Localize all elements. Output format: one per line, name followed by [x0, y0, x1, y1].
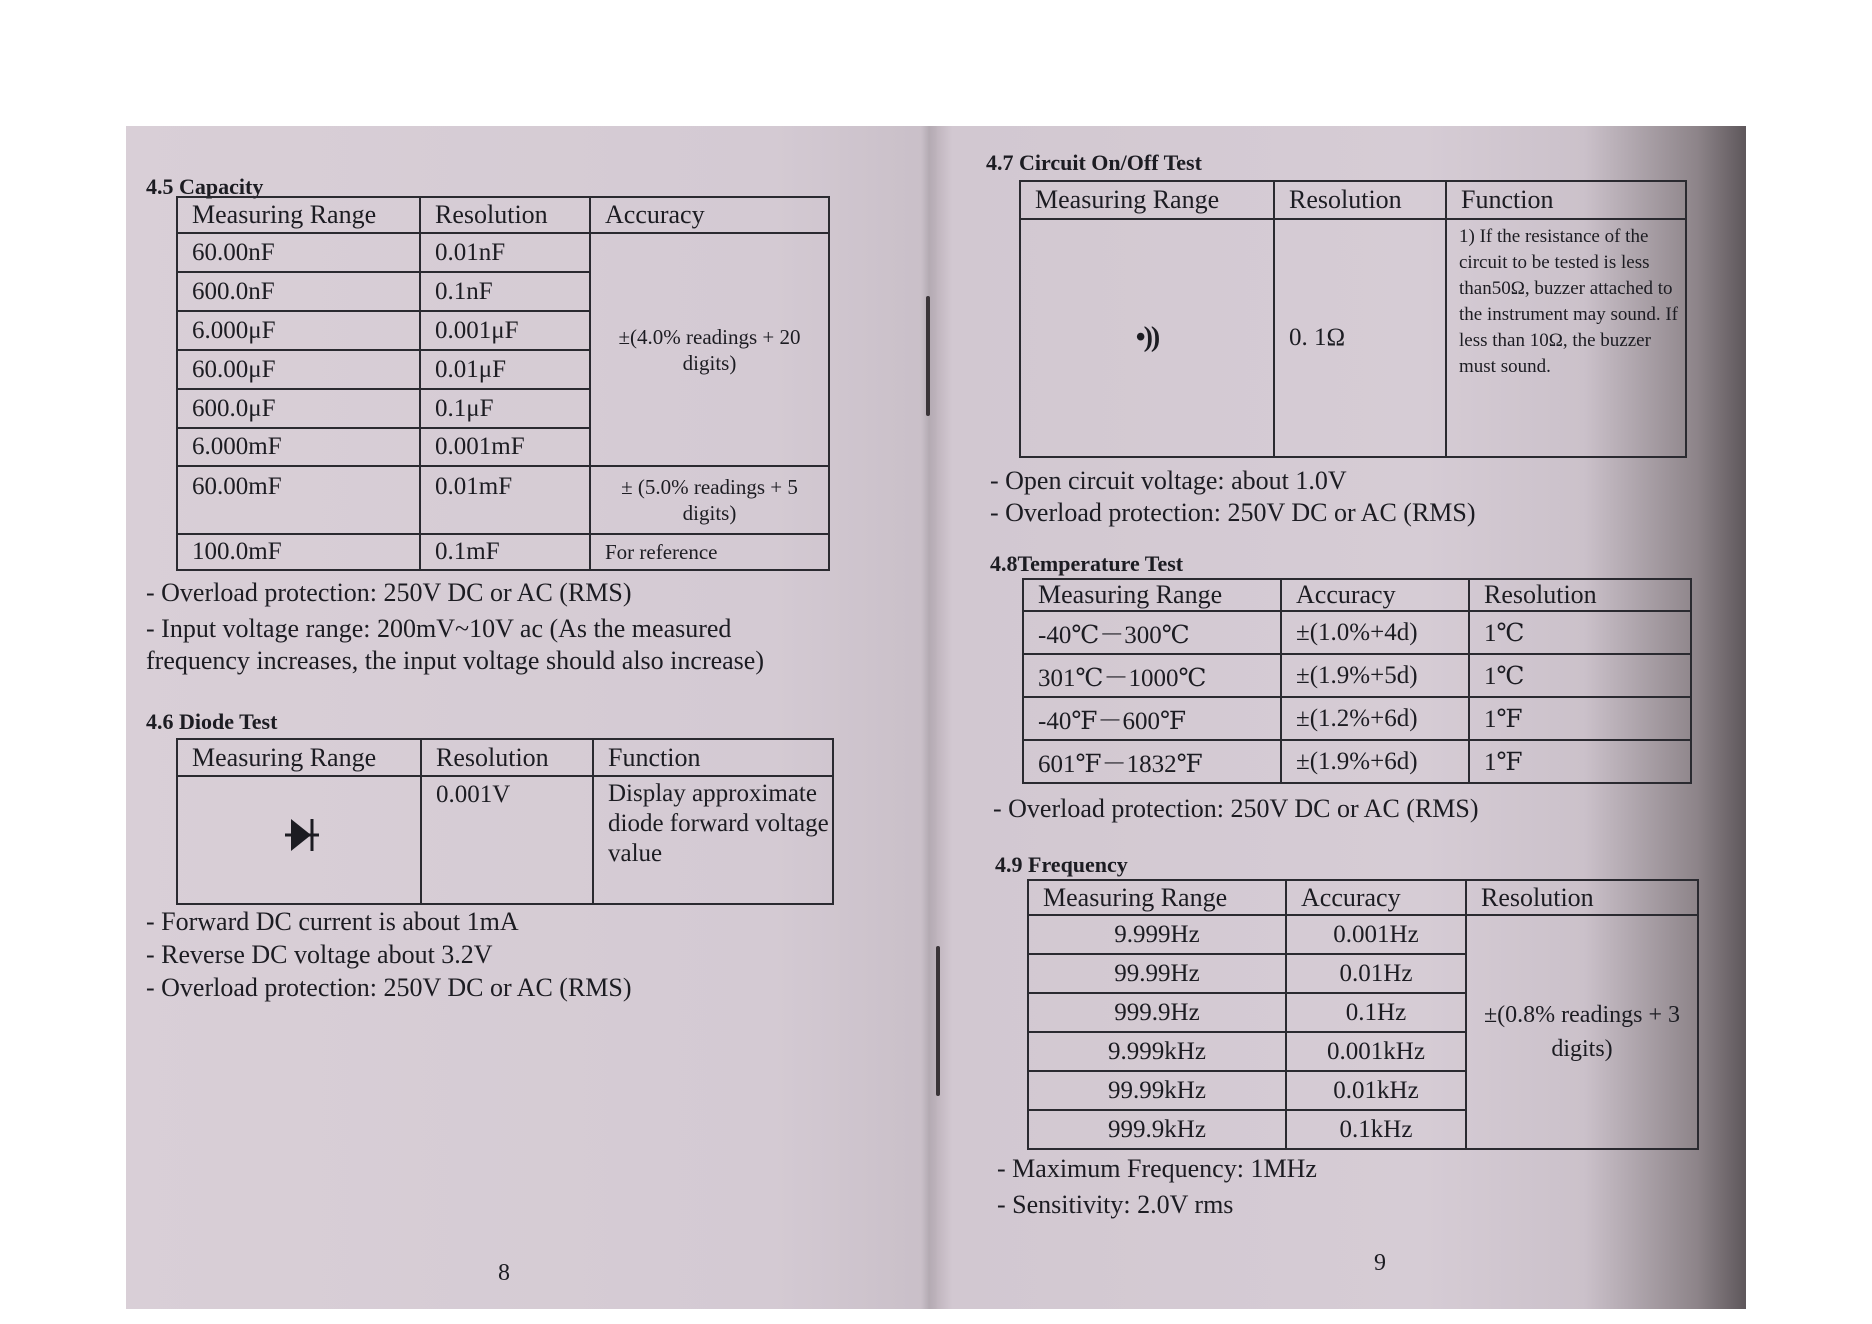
column-header: Resolution: [420, 197, 590, 233]
temperature-table: [1022, 578, 1692, 784]
column-header: Accuracy: [1286, 880, 1466, 915]
table-header-row: [1020, 181, 1686, 219]
page-number: 8: [498, 1260, 510, 1286]
resolution-cell: 1℉: [1469, 697, 1691, 740]
column-header: Function: [593, 739, 833, 776]
range-cell: 9.999kHz: [1028, 1032, 1286, 1071]
diode-note: - Reverse DC voltage about 3.2V: [146, 940, 493, 969]
resolution-cell: 1℃: [1469, 654, 1691, 697]
range-cell: 601℉－1832℉: [1023, 740, 1281, 783]
accuracy-cell: 0.1kHz: [1286, 1110, 1466, 1149]
table-header-row: [177, 197, 829, 233]
circuit-table: [1019, 180, 1687, 458]
staple-top: [926, 296, 930, 416]
range-cell: 99.99kHz: [1028, 1071, 1286, 1110]
buzzer-icon: •)): [1135, 322, 1159, 353]
range-cell: 99.99Hz: [1028, 954, 1286, 993]
temperature-title: 4.8Temperature Test: [990, 551, 1184, 576]
range-cell: 6.000mF: [177, 428, 420, 466]
table-row: [1028, 915, 1698, 954]
diode-note: - Forward DC current is about 1mA: [146, 907, 519, 936]
range-cell: 301℃－1000℃: [1023, 654, 1281, 697]
column-header: Resolution: [421, 739, 593, 776]
table-row: [177, 776, 833, 904]
diode-table: [176, 738, 834, 905]
accuracy-cell: ±(1.9%+6d): [1281, 740, 1469, 783]
range-cell: 6.000μF: [177, 311, 420, 350]
accuracy-cell: 0.001Hz: [1286, 915, 1466, 954]
resolution-cell: ±(0.8% readings + 3 digits): [1466, 915, 1698, 1149]
circuit-title-text: 4.7 Circuit On/Off Test: [986, 150, 1202, 175]
table-row: [177, 466, 829, 534]
table-row: [1023, 654, 1691, 697]
column-header: Resolution: [1466, 880, 1698, 915]
range-cell: [1020, 219, 1274, 457]
table-row: [177, 534, 829, 570]
accuracy-cell: 0.01kHz: [1286, 1071, 1466, 1110]
frequency-note: - Sensitivity: 2.0V rms: [997, 1190, 1234, 1219]
range-cell: 100.0mF: [177, 534, 420, 570]
range-cell: 999.9Hz: [1028, 993, 1286, 1032]
column-header: Resolution: [1469, 579, 1691, 611]
column-header: Accuracy: [1281, 579, 1469, 611]
capacity-table: [176, 196, 830, 571]
page-number: 9: [1374, 1250, 1386, 1276]
column-header: Accuracy: [590, 197, 829, 233]
frequency-table: [1027, 879, 1699, 1150]
resolution-cell: 1℉: [1469, 740, 1691, 783]
capacity-note: - Input voltage range: 200mV~10V ac (As the measured: [146, 614, 732, 643]
table-row: [1023, 611, 1691, 654]
resolution-cell: 0.1nF: [420, 272, 590, 311]
column-header: Measuring Range: [177, 197, 420, 233]
capacity-note: - Overload protection: 250V DC or AC (RMS): [146, 578, 632, 607]
diode-icon: [285, 815, 319, 855]
frequency-title: 4.9 Frequency: [995, 852, 1128, 877]
table-row: [1023, 697, 1691, 740]
resolution-cell: 0.1mF: [420, 534, 590, 570]
resolution-cell: 0.01mF: [420, 466, 590, 534]
diode-note: - Overload protection: 250V DC or AC (RMS): [146, 973, 632, 1002]
page-8: [126, 126, 921, 1309]
diode-title: 4.6 Diode Test: [146, 709, 278, 734]
resolution-cell: 1℃: [1469, 611, 1691, 654]
range-cell: -40℉－600℉: [1023, 697, 1281, 740]
accuracy-cell: ±(1.9%+5d): [1281, 654, 1469, 697]
range-cell: -40℃－300℃: [1023, 611, 1281, 654]
table-row: [1023, 740, 1691, 783]
circuit-note: - Open circuit voltage: about 1.0V: [990, 466, 1347, 495]
column-header: Measuring Range: [1020, 181, 1274, 219]
resolution-cell: 0. 1Ω: [1274, 219, 1446, 457]
range-cell: 9.999Hz: [1028, 915, 1286, 954]
temperature-note: - Overload protection: 250V DC or AC (RMS): [993, 794, 1479, 823]
resolution-cell: 0.001V: [421, 776, 593, 904]
range-cell: 60.00mF: [177, 466, 420, 534]
accuracy-cell: ±(1.2%+6d): [1281, 697, 1469, 740]
accuracy-cell: For reference: [590, 534, 829, 570]
range-cell: [177, 776, 421, 904]
range-cell: 60.00nF: [177, 233, 420, 272]
accuracy-cell: ± (5.0% readings + 5 digits): [590, 466, 829, 534]
table-header-row: [177, 739, 833, 776]
accuracy-cell: 0.001kHz: [1286, 1032, 1466, 1071]
column-header: Measuring Range: [1028, 880, 1286, 915]
range-cell: 60.00μF: [177, 350, 420, 389]
table-row: [177, 233, 829, 272]
column-header: Measuring Range: [1023, 579, 1281, 611]
capacity-title: 4.5 Capacity: [146, 174, 264, 199]
resolution-cell: 0.01nF: [420, 233, 590, 272]
range-cell: 999.9kHz: [1028, 1110, 1286, 1149]
column-header: Function: [1446, 181, 1686, 219]
resolution-cell: 0.1μF: [420, 389, 590, 428]
range-cell: 600.0nF: [177, 272, 420, 311]
function-cell: Display approximate diode forward voltage value: [593, 776, 833, 904]
accuracy-cell: 0.1Hz: [1286, 993, 1466, 1032]
resolution-cell: 0.001μF: [420, 311, 590, 350]
page-9-content: [937, 126, 1746, 1309]
column-header: Measuring Range: [177, 739, 421, 776]
column-header: Resolution: [1274, 181, 1446, 219]
frequency-note: - Maximum Frequency: 1MHz: [997, 1154, 1317, 1183]
table-row: [1020, 219, 1686, 457]
accuracy-cell: 0.01Hz: [1286, 954, 1466, 993]
function-cell: 1) If the resistance of the circuit to be tested is less than50Ω, buzzer attached to the instrument may sound. If less than 10Ω, the buzzer must sound.: [1446, 219, 1686, 457]
table-header-row: [1028, 880, 1698, 915]
resolution-cell: 0.01μF: [420, 350, 590, 389]
accuracy-cell: ±(4.0% readings + 20 digits): [590, 233, 829, 466]
capacity-note: frequency increases, the input voltage should also increase): [146, 646, 764, 675]
accuracy-cell: ±(1.0%+4d): [1281, 611, 1469, 654]
range-cell: 600.0μF: [177, 389, 420, 428]
table-header-row: [1023, 579, 1691, 611]
resolution-cell: 0.001mF: [420, 428, 590, 466]
circuit-note: - Overload protection: 250V DC or AC (RMS): [990, 498, 1476, 527]
